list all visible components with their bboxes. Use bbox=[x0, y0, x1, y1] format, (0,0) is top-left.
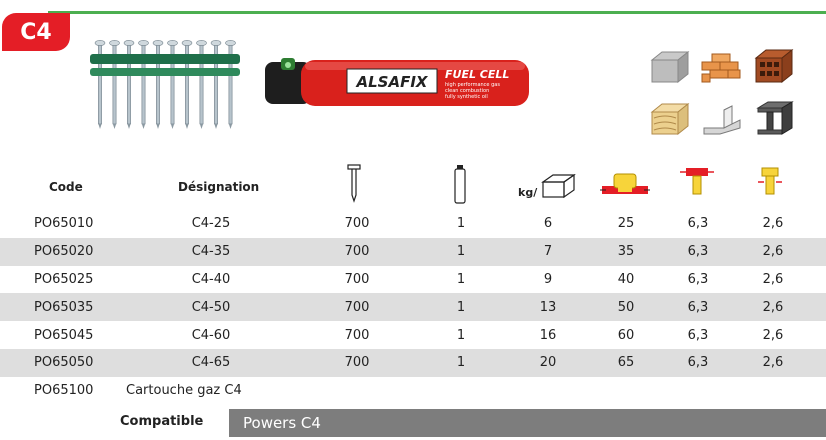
row-weight: 9 bbox=[543, 271, 553, 287]
table-row bbox=[0, 321, 826, 349]
row-length: 35 bbox=[617, 244, 635, 260]
table-row bbox=[0, 266, 826, 294]
row-gas-quantity: 1 bbox=[456, 271, 466, 287]
row-designation: C4-35 bbox=[191, 244, 231, 260]
table-row bbox=[0, 293, 826, 321]
cartridge-line-1: high performance gas bbox=[445, 82, 500, 88]
row-length: 60 bbox=[617, 327, 635, 343]
table-row bbox=[0, 238, 826, 266]
row-weight: 20 bbox=[539, 355, 557, 371]
row-designation: C4-25 bbox=[191, 216, 231, 232]
row-gas-quantity: 1 bbox=[456, 355, 466, 371]
cartridge-brand: ALSAFIX bbox=[356, 73, 428, 91]
row-head-diameter: 6,3 bbox=[687, 327, 709, 343]
row-length: 65 bbox=[617, 355, 635, 371]
cartridge-name: FUEL CELL bbox=[445, 68, 510, 81]
table-row bbox=[0, 210, 826, 238]
row-shank-diameter: 2,6 bbox=[762, 244, 784, 260]
row-code: PO65045 bbox=[34, 327, 94, 343]
box-icon bbox=[540, 172, 576, 200]
nail-strip-image bbox=[88, 38, 248, 130]
row-designation: C4-50 bbox=[191, 299, 231, 315]
row-nail-quantity: 700 bbox=[344, 271, 370, 287]
row-designation: C4-40 bbox=[191, 271, 231, 287]
row-designation: C4-65 bbox=[191, 355, 231, 371]
row-code: PO65020 bbox=[34, 244, 94, 260]
gas-cartridge-icon bbox=[452, 163, 468, 205]
shank-diameter-icon bbox=[752, 164, 788, 198]
table-row bbox=[0, 349, 826, 377]
product-table bbox=[0, 210, 826, 377]
row-gas-quantity: 1 bbox=[456, 216, 466, 232]
row-gas-quantity: 1 bbox=[456, 244, 466, 260]
row-code: PO65100 bbox=[34, 383, 94, 398]
row-head-diameter: 6,3 bbox=[687, 216, 709, 232]
row-code: PO65035 bbox=[34, 299, 94, 315]
row-shank-diameter: 2,6 bbox=[762, 299, 784, 315]
row-code: PO65025 bbox=[34, 271, 94, 287]
steel-beam-icon bbox=[752, 98, 796, 138]
row-gas-quantity: 1 bbox=[456, 327, 466, 343]
row-head-diameter: 6,3 bbox=[687, 271, 709, 287]
cartridge-line-3: fully synthetic oil bbox=[445, 94, 488, 100]
row-nail-quantity: 700 bbox=[344, 244, 370, 260]
row-weight: 6 bbox=[543, 216, 553, 232]
row-shank-diameter: 2,6 bbox=[762, 271, 784, 287]
row-code: PO65050 bbox=[34, 355, 94, 371]
row-weight: 16 bbox=[539, 327, 557, 343]
brick-icon bbox=[700, 48, 744, 84]
compatible-value: Powers C4 bbox=[229, 409, 826, 437]
row-gas-quantity: 1 bbox=[456, 299, 466, 315]
product-badge: C4 bbox=[2, 13, 70, 51]
row-nail-quantity: 700 bbox=[344, 216, 370, 232]
top-accent-line bbox=[48, 11, 826, 14]
gas-cartridge-image bbox=[265, 56, 537, 112]
gas-cartridge-row bbox=[0, 377, 826, 404]
header-designation: Désignation bbox=[178, 180, 260, 194]
penetration-depth-icon bbox=[598, 170, 652, 198]
row-designation: Cartouche gaz C4 bbox=[126, 383, 242, 398]
row-length: 50 bbox=[617, 299, 635, 315]
row-weight: 7 bbox=[543, 244, 553, 260]
row-code: PO65010 bbox=[34, 216, 94, 232]
row-nail-quantity: 700 bbox=[344, 355, 370, 371]
row-head-diameter: 6,3 bbox=[687, 355, 709, 371]
row-shank-diameter: 2,6 bbox=[762, 355, 784, 371]
nail-icon bbox=[346, 163, 362, 203]
compatible-label: Compatible bbox=[120, 414, 204, 429]
row-nail-quantity: 700 bbox=[344, 299, 370, 315]
cartridge-line-2: clean combustion bbox=[445, 88, 490, 94]
header-code: Code bbox=[49, 180, 83, 194]
header-weight-unit: kg/ bbox=[518, 186, 538, 199]
row-designation: C4-60 bbox=[191, 327, 231, 343]
wood-icon bbox=[648, 100, 690, 136]
row-head-diameter: 6,3 bbox=[687, 299, 709, 315]
concrete-block-icon bbox=[648, 48, 690, 84]
steel-angle-icon bbox=[700, 104, 744, 136]
row-length: 25 bbox=[617, 216, 635, 232]
row-shank-diameter: 2,6 bbox=[762, 216, 784, 232]
row-shank-diameter: 2,6 bbox=[762, 327, 784, 343]
row-weight: 13 bbox=[539, 299, 557, 315]
row-head-diameter: 6,3 bbox=[687, 244, 709, 260]
head-diameter-icon bbox=[678, 164, 716, 198]
row-length: 40 bbox=[617, 271, 635, 287]
row-nail-quantity: 700 bbox=[344, 327, 370, 343]
hollow-brick-icon bbox=[752, 46, 796, 84]
